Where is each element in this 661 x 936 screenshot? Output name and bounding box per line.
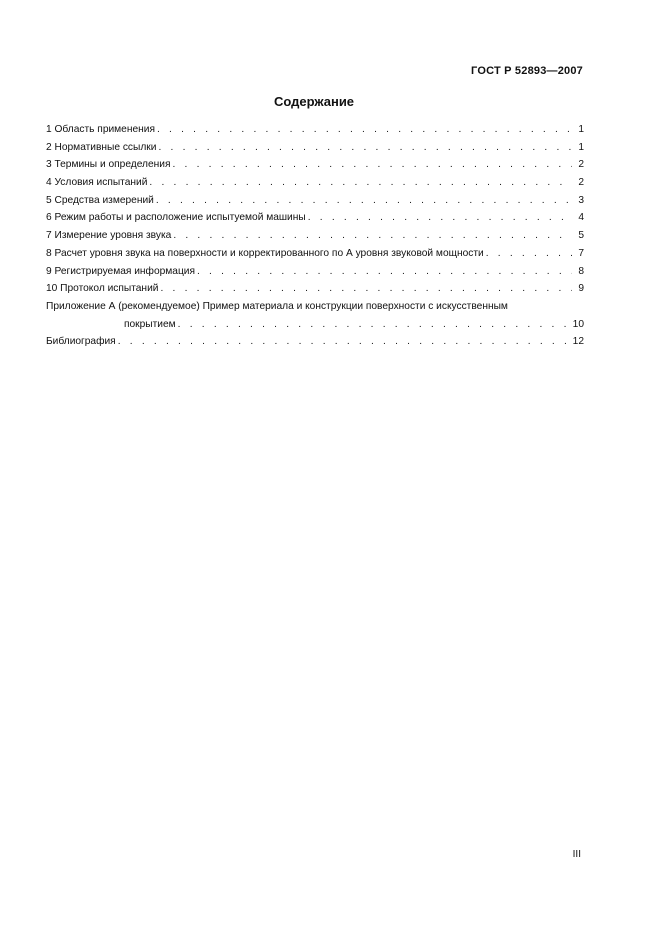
toc-entry-text: 8 Расчет уровня звука на поверхности и корректированного по А уровня звуковой мощности [46, 247, 484, 259]
toc-entry-text: 7 Измерение уровня звука [46, 230, 172, 242]
toc-leader-dots [156, 192, 572, 210]
table-of-contents [46, 121, 584, 351]
toc-appendix-title: Приложение А (рекомендуемое) Пример материала и конструкции поверхности с искусственным [46, 300, 508, 312]
toc-entry-text: 6 Режим работы и расположение испытуемой машины [46, 212, 306, 224]
toc-entry-page: 2 [578, 177, 584, 189]
toc-leader-dots [197, 263, 572, 281]
toc-entry-page: 5 [578, 230, 584, 242]
toc-leader-dots [160, 280, 572, 298]
toc-entry[interactable] [46, 245, 584, 263]
document-code: ГОСТ Р 52893—2007 [471, 65, 583, 77]
toc-entry-page: 10 [572, 318, 584, 330]
toc-entry-page: 4 [578, 212, 584, 224]
toc-entry[interactable] [46, 280, 584, 298]
toc-bibliography-entry[interactable] [46, 333, 584, 351]
toc-entry-page: 7 [578, 247, 584, 259]
toc-leader-dots [118, 333, 569, 351]
toc-entry[interactable] [46, 156, 584, 174]
toc-entry[interactable] [46, 209, 584, 227]
toc-entry-page: 2 [578, 159, 584, 171]
toc-leader-dots [157, 121, 572, 139]
toc-entry[interactable] [46, 263, 584, 281]
toc-leader-dots [172, 156, 572, 174]
toc-leader-dots [173, 227, 572, 245]
toc-entry-text: 3 Термины и определения [46, 159, 171, 171]
toc-entry-page: 12 [572, 336, 584, 348]
toc-leader-dots [178, 316, 569, 334]
toc-entry-page: 1 [578, 124, 584, 135]
toc-entry-page: 8 [578, 265, 584, 277]
toc-leader-dots [308, 209, 572, 227]
toc-entry-text: 1 Область применения [46, 124, 155, 135]
toc-entry-page: 1 [578, 141, 584, 153]
toc-entry[interactable] [46, 174, 584, 192]
toc-leader-dots [486, 245, 572, 263]
toc-entry-text: покрытием [124, 318, 176, 330]
page-number: III [572, 849, 581, 860]
toc-entry-text: 10 Протокол испытаний [46, 283, 159, 295]
toc-title: Содержание [273, 94, 355, 109]
toc-entry-text: 5 Средства измерений [46, 194, 154, 206]
toc-entry-text: 9 Регистрируемая информация [46, 265, 195, 277]
toc-entry-text: 4 Условия испытаний [46, 177, 148, 189]
toc-entry[interactable] [46, 227, 584, 245]
toc-entry-page: 3 [578, 194, 584, 206]
toc-leader-dots [158, 139, 572, 157]
toc-entry-page: 9 [578, 283, 584, 295]
toc-entry[interactable] [46, 139, 584, 157]
toc-entry-text: Библиография [46, 336, 116, 348]
toc-leader-dots [149, 174, 572, 192]
toc-entry[interactable] [46, 192, 584, 210]
toc-entry-text: 2 Нормативные ссылки [46, 141, 157, 153]
toc-entry[interactable] [46, 121, 584, 139]
toc-appendix-entry[interactable] [46, 298, 584, 333]
toc-appendix-continuation [46, 316, 584, 334]
